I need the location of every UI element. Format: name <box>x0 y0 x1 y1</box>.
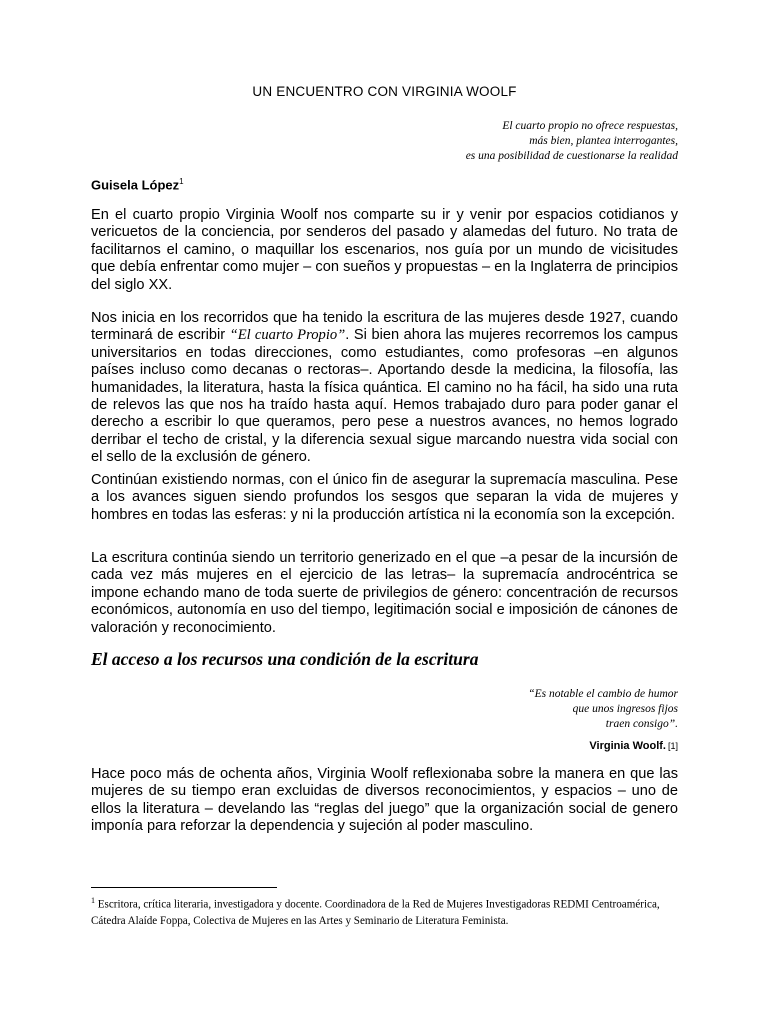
section-epigraph <box>91 687 678 732</box>
footnote-mark: 1 <box>91 896 95 905</box>
epigraph-attribution <box>589 740 678 752</box>
paragraph-1: En el cuarto propio Virginia Woolf nos comparte su ir y venir por espacios cotidianos y vericuetos de la conciencia, por senderos del pasado y alamedas del futuro. No trata de facilitarnos el camino, o maquillar los escenarios, nos guía por un mundo de vicisitudes que debía enfrentar como mujer – con sueños y propuestas – en la Inglaterra de principios del siglo XX. <box>91 207 678 293</box>
section-heading: El acceso a los recursos una condición de la escritura <box>91 649 479 669</box>
paragraph-2-end: . Si bien ahora las mujeres recorremos los campus universitarios en todas direcciones, como estudiantes, como profesoras –en algunos países incluso como decanas o rectoras–. Aportando desde la medicina, la filosofía, las humanidades, la literatura, hasta la física quántica. El camino no ha fácil, ha sido una ruta de relevos las que nos ha traído hasta aquí. Hemos trabajado duro para poder ganar el derecho a escribir lo que queramos, pero pese a nuestros avances, no hemos logrado derribar el techo de cristal, y la diferencia sexual sigue marcando nuestra vida social con el sello de la exclusión de género. <box>91 327 678 466</box>
paragraph-5: Hace poco más de ochenta años, Virginia Woolf reflexionaba sobre la manera en que las mujeres de su tiempo eran excluidas de diversos reconocimientos, y espacios – uno de ellos la literatura – develando las “reglas del juego” que la organización social de genero imponía para reforzar la dependencia y sujeción al poder masculino. <box>91 766 678 835</box>
author-name: Guisela López <box>91 177 180 193</box>
epigraph-line: traen consigo”. <box>605 718 678 730</box>
footnote-text: Escritora, crítica literaria, investigadora y docente. Coordinadora de la Red de Mujeres Investigadoras REDMI Centroamérica, Cátedra Alaíde Foppa, Colectiva de Mujeres en las Artes y Seminario de Literatura Feminista. <box>91 898 660 927</box>
author-footnote-mark[interactable]: 1 <box>179 177 184 186</box>
paragraph-3: Continúan existiendo normas, con el único fin de asegurar la supremacía masculina. Pese a los avances siguen siendo profundos los sesgos que separan la vida de mujeres y hombres en todas las esferas: y ni la producción artística ni la economía son la excepción. <box>91 472 678 523</box>
footnote-divider <box>91 887 277 888</box>
footnote <box>91 893 681 929</box>
paragraph-2 <box>91 310 678 467</box>
reference-link[interactable]: [1] <box>667 741 678 751</box>
paragraph-4: La escritura continúa siendo un territorio generizado en el que –a pesar de la incursión de cada vez más mujeres en el ejercicio de las letras– la supremacía androcéntrica se impone echando mano de toda suerte de privilegios de género: concentración de recursos económicos, autonomía en uso del tiempo, legitimación social e imposición de cánones de valoración y reconocimiento. <box>91 550 678 636</box>
book-title: “El cuarto Propio” <box>229 327 346 344</box>
author-byline <box>91 177 184 192</box>
paragraph-2-start: Nos inicia en los recorridos que ha tenido la escritura de las mujeres desde 1927, cuando terminará de escribir <box>91 310 678 344</box>
epigraph-line: “Es notable el cambio de humor <box>528 688 678 700</box>
epigraph-line: que unos ingresos fijos <box>572 703 678 715</box>
page-title: UN ENCUENTRO CON VIRGINIA WOOLF <box>252 84 517 99</box>
epigraph-line: El cuarto propio no ofrece respuestas, <box>502 120 678 132</box>
attribution-author: Virginia Woolf. <box>589 740 666 752</box>
epigraph-line: más bien, plantea interrogantes, <box>529 135 678 147</box>
epigraph-line: es una posibilidad de cuestionarse la realidad <box>465 150 678 162</box>
opening-epigraph <box>91 119 678 164</box>
